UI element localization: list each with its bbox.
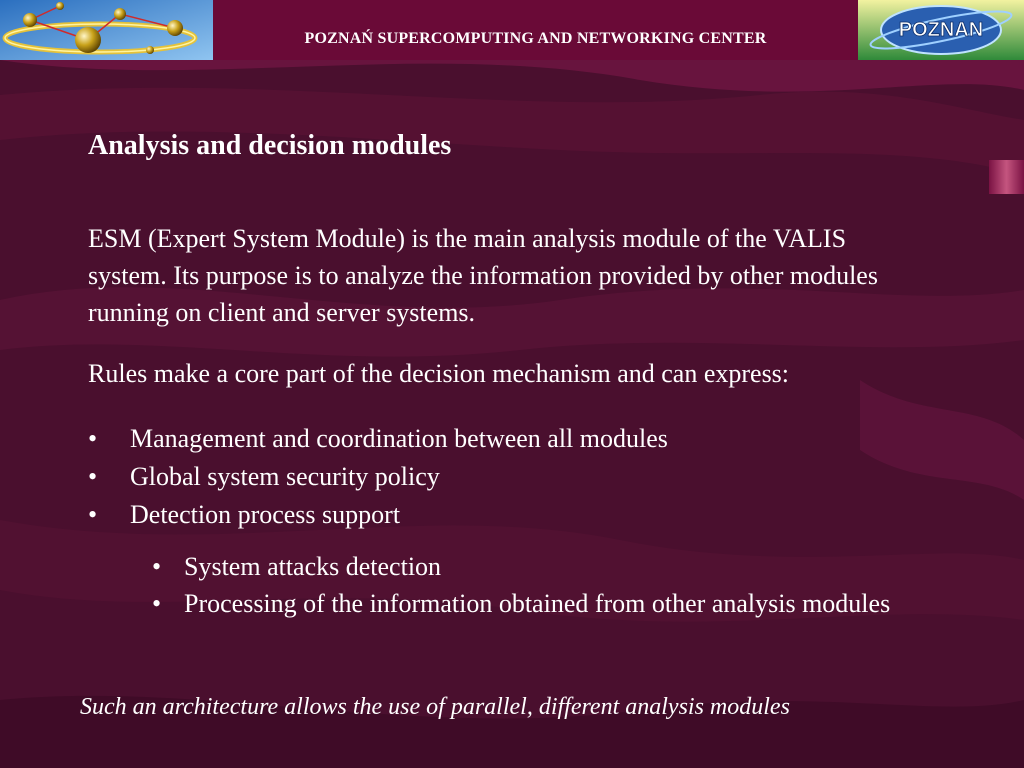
pozman-globe-logo-icon	[858, 0, 1024, 60]
bullet-text: Global system security policy	[130, 462, 440, 491]
paragraph-esm: ESM (Expert System Module) is the main analysis module of the VALIS system. Its purpose is to analyze the information provided by other modules running on client and server systems.	[88, 224, 878, 327]
bullet-icon: •	[152, 589, 162, 618]
bullet-text: Detection process support	[130, 500, 401, 529]
paragraph-rules: Rules make a core part of the decision mechanism and can express:	[88, 359, 790, 388]
list-item	[152, 548, 924, 585]
bullet-list	[88, 420, 948, 534]
sub-bullet-text: System attacks detection	[184, 552, 442, 581]
slide-title: Analysis and decision modules	[88, 130, 452, 161]
list-item	[88, 496, 948, 534]
bullet-icon: •	[88, 462, 98, 491]
list-item	[152, 585, 924, 622]
bullet-icon: •	[88, 424, 98, 453]
footer-note: Such an architecture allows the use of parallel, different analysis modules	[80, 694, 790, 720]
list-item	[88, 458, 948, 496]
list-item	[88, 420, 948, 458]
side-tab-decoration	[989, 160, 1024, 194]
orbit-spheres-logo-icon	[0, 0, 213, 60]
sub-bullet-text: Processing of the information obtained from other analysis modules	[184, 589, 891, 618]
logo-right-text: POZNAN	[898, 19, 984, 41]
sub-bullet-list	[152, 548, 948, 622]
slide-content	[88, 126, 948, 622]
bullet-icon: •	[152, 552, 162, 581]
bullet-icon: •	[88, 500, 98, 529]
bullet-text: Management and coordination between all modules	[130, 424, 668, 453]
header-title: POZNAŃ SUPERCOMPUTING AND NETWORKING CENTER	[304, 30, 767, 47]
